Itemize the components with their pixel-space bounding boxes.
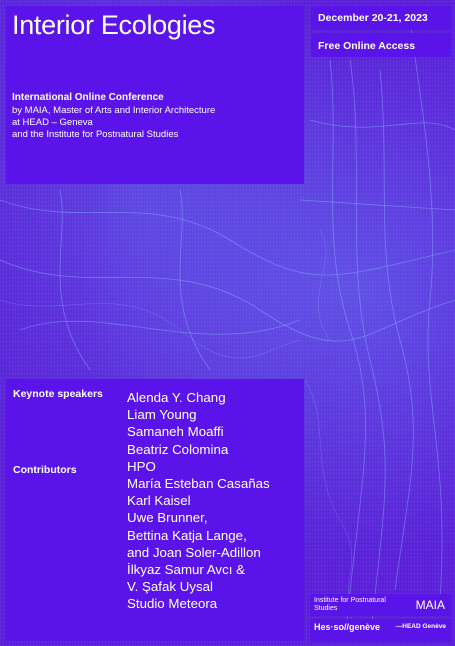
institute-logo-panel	[310, 594, 451, 616]
names-list	[127, 389, 270, 613]
list-item: Liam Young	[127, 407, 197, 423]
title-panel	[6, 6, 304, 184]
list-item: Uwe Brunner,	[127, 510, 208, 526]
conference-line: and the Institute for Postnatural Studies	[12, 129, 179, 140]
institute-logo: Institute for Postnatural Studies	[314, 597, 386, 612]
list-item: HPO	[127, 458, 156, 474]
hes-so-logo: Hes·so//genève	[314, 622, 381, 632]
event-date: December 20-21, 2023	[318, 12, 428, 24]
list-item: Bettina Katja Lange,	[127, 527, 247, 543]
access-label: Free Online Access	[318, 40, 416, 52]
list-item: V. Şafak Uysal	[127, 579, 213, 595]
list-item: María Esteban Casañas	[127, 476, 270, 492]
access-panel	[311, 33, 451, 57]
maia-logo: MAIA	[415, 598, 445, 612]
head-geneve-logo: —HEAD Genève	[395, 623, 446, 630]
conference-line: by MAIA, Master of Arts and Interior Architecture	[12, 105, 216, 116]
conference-heading: International Online Conference	[12, 92, 164, 103]
list-item: Beatriz Colomina	[127, 441, 229, 457]
keynote-label: Keynote speakers	[13, 388, 103, 400]
contributors-label: Contributors	[13, 464, 77, 476]
list-item: Alenda Y. Chang	[127, 390, 226, 405]
list-item: and Joan Soler-Adillon	[127, 544, 261, 560]
speakers-panel	[6, 379, 304, 641]
list-item: Samaneh Moaffi	[127, 424, 224, 440]
list-item: İlkyaz Samur Avcı &	[127, 562, 245, 578]
page-title: Interior Ecologies	[12, 10, 216, 40]
conference-line: at HEAD – Geneva	[12, 117, 93, 128]
date-panel	[311, 6, 451, 30]
list-item: Studio Meteora	[127, 596, 218, 612]
list-item: Karl Kaisel	[127, 493, 191, 509]
school-logo-panel	[310, 619, 451, 642]
